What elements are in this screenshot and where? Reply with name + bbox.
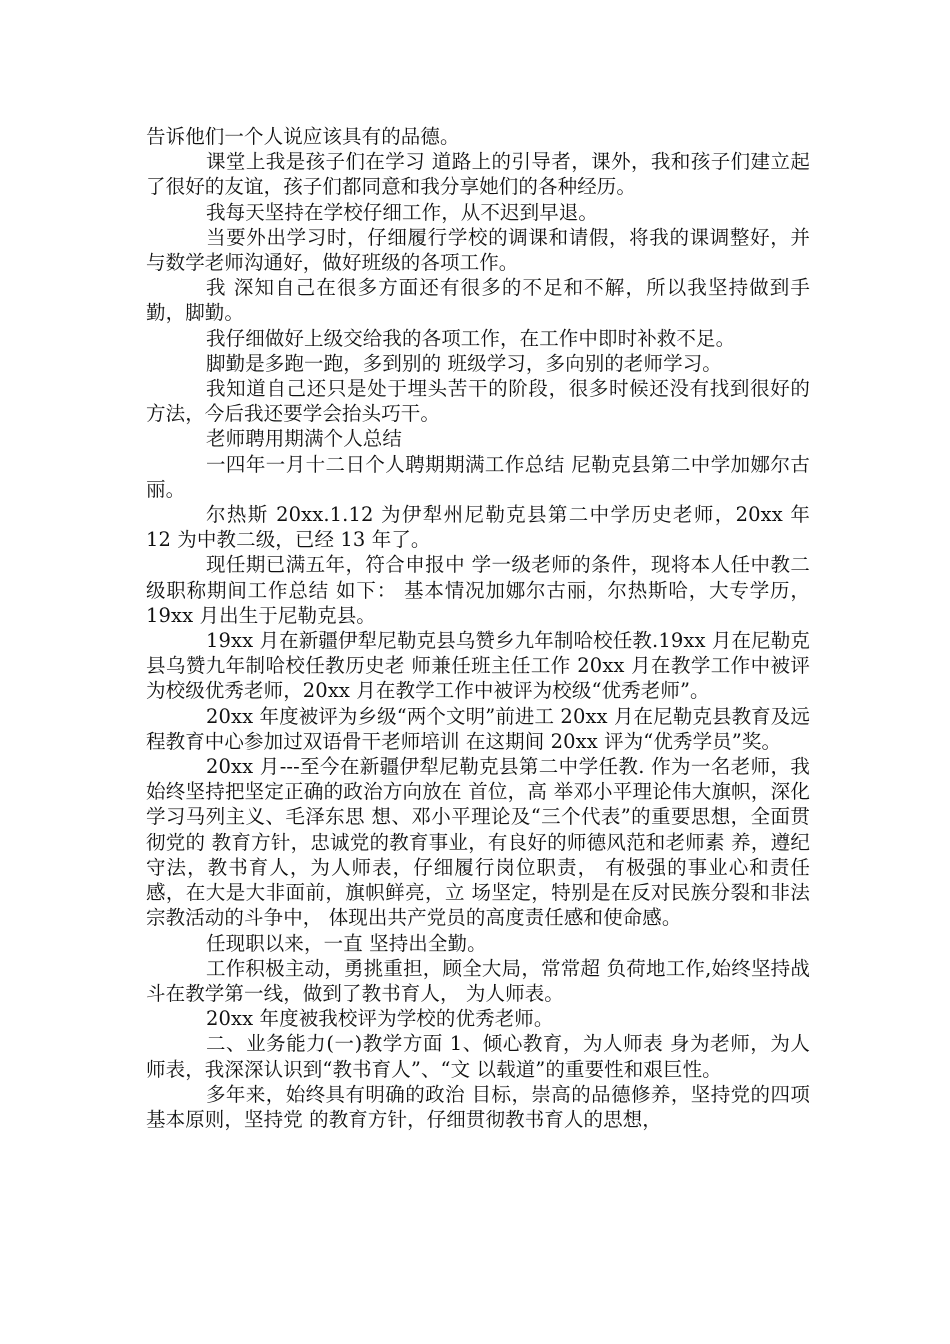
paragraph-1: 课堂上我是孩子们在学习 道路上的引导者，课外，我和孩子们建立起了很好的友谊，孩子们都同意和我分享她们的各种经历。 [146,150,810,199]
paragraph-18: 二、业务能力(一)教学方面 1、倾心教育，为人师表 身为老师，为人师表，我深深认识到“教书育人”、“文 以载道”的重要性和艰巨性。 [146,1032,810,1081]
paragraph-15: 任现职以来，一直 坚持出全勤。 [206,931,487,955]
paragraph-14: 20xx 月---至今在新疆伊犁尼勒克县第二中学任教. 作为一名老师，我始终坚持把坚定正确的政治方向放在 首位，高 举邓小平理论伟大旗帜，深化学习马列主义、毛泽东思 想、邓小平理论及“三个代表”的重要思想，全面贯彻党的 教育方针，忠诚党的教育事业，有良好的师德风范和老师素 养，遵纪守法，教书育人，为人师表，仔细履行岗位职责， 有极强的事业心和责任感，在大是大非面前，旗帜鲜亮，立 场坚定，特别是在反对民族分裂和非法宗教活动的斗争中， 体现出共产党员的高度责任感和使命感。 [146,755,810,930]
paragraph-2: 我每天坚持在学校仔细工作，从不迟到早退。 [206,200,599,224]
paragraph-17: 20xx 年度被我校评为学校的优秀老师。 [206,1007,554,1031]
paragraph-13: 20xx 年度被评为乡级“两个文明”前进工 20xx 月在尼勒克县教育及远程教育中心参加过双语骨干老师培训 在这期间 20xx 评为“优秀学员”奖。 [146,704,810,753]
document-body [146,124,810,1132]
paragraph-9: 一四年一月十二日个人聘期期满工作总结 尼勒克县第二中学加娜尔古丽。 [146,452,810,501]
paragraph-3: 当要外出学习时，仔细履行学校的调课和请假，将我的课调整好，并与数学老师沟通好，做好班级的各项工作。 [146,225,810,275]
paragraph-4: 我 深知自己在很多方面还有很多的不足和不解，所以我坚持做到手勤，脚勤。 [146,276,810,325]
paragraph-12: 19xx 月在新疆伊犁尼勒克县乌赞乡九年制哈校任教.19xx 月在尼勒克县乌赞九年制哈校任教历史老 师兼任班主任工作 20xx 月在教学工作中被评为校级优秀老师，20xx 月在教学工作中被评为校级“优秀老师”。 [146,629,810,703]
paragraph-11: 现任期已满五年，符合申报中 学一级老师的条件，现将本人任中教二级职称期间工作总结 如下： 基本情况加娜尔古丽，尔热斯哈，大专学历，19xx 月出生于尼勒克县。 [146,553,810,627]
paragraph-19: 多年来，始终具有明确的政治 目标，崇高的品德修养，坚持党的四项基本原则，坚持党 的教育方针，仔细贯彻教书育人的思想， [146,1082,810,1131]
paragraph-16: 工作积极主动，勇挑重担，顾全大局，常常超 负荷地工作,始终坚持战斗在教学第一线，做到了教书育人， 为人师表。 [146,956,810,1005]
paragraph-0: 告诉他们一个人说应该具有的品德。 [146,125,460,148]
paragraph-6: 脚勤是多跑一跑，多到别的 班级学习，多向别的老师学习。 [206,351,722,375]
paragraph-10: 尔热斯 20xx.1.12 为伊犁州尼勒克县第二中学历史老师，20xx 年 12 为中教二级，已经 13 年了。 [146,503,810,552]
paragraph-5: 我仔细做好上级交给我的各项工作，在工作中即时补救不足。 [206,326,736,350]
section-heading: 老师聘用期满个人总结 [206,427,403,451]
paragraph-7: 我知道自己还只是处于埋头苦干的阶段，很多时候还没有找到很好的方法，今后我还要学会抬头巧干。 [146,377,810,426]
